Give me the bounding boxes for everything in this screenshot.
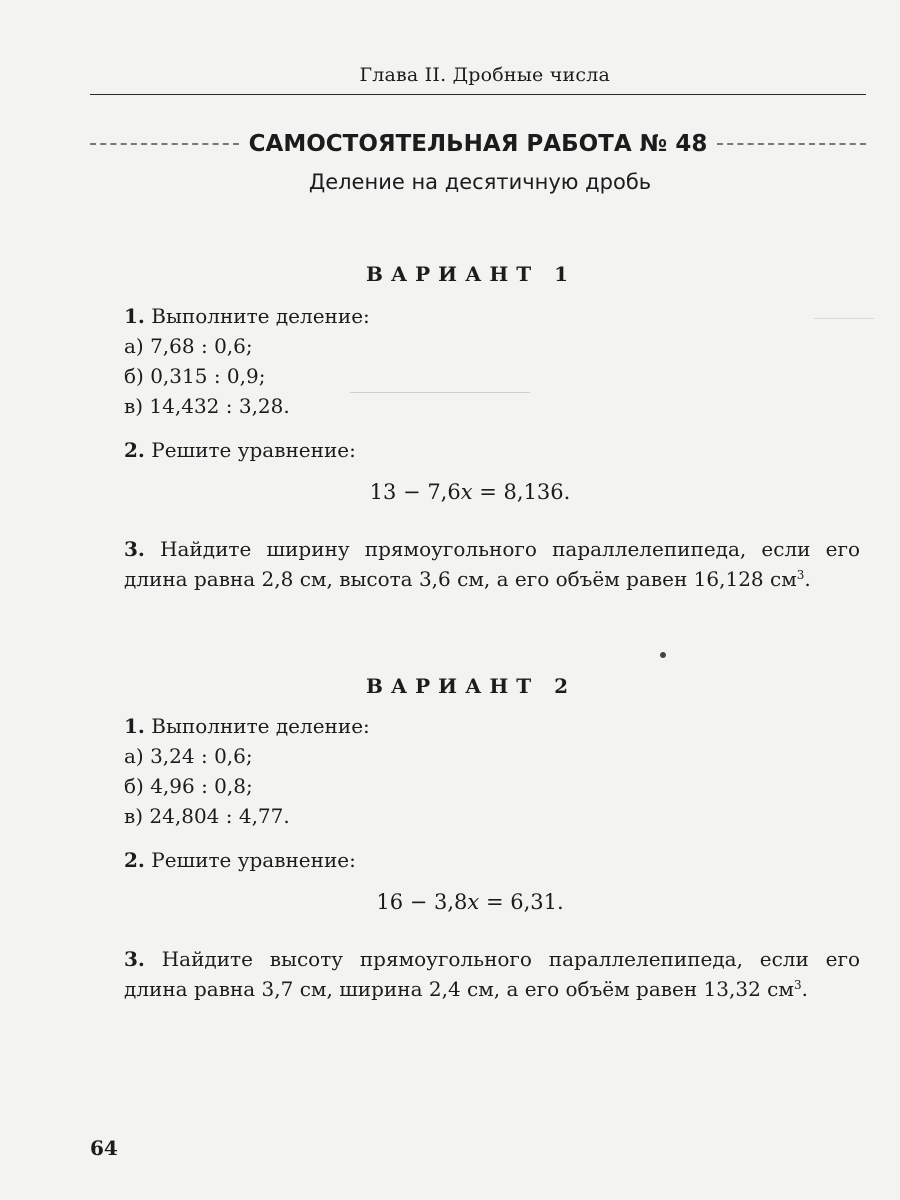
equation-left: 13 − 7,6 [369,480,461,504]
work-subtitle: Деление на десятичную дробь [308,170,652,194]
v2-task2-prompt [124,848,356,872]
task-end: . [804,567,811,591]
title-left-rule [90,143,239,145]
v2-task1-item-c: в) 24,804 : 4,77. [124,804,290,828]
v2-task3 [124,944,860,1004]
v1-equation [0,480,900,504]
chapter-header: Глава II. Дробные числа [359,64,610,86]
v1-task1-item-a: а) 7,68 : 0,6; [124,334,253,358]
work-title: САМОСТОЯТЕЛЬНАЯ РАБОТА № 48 [248,131,708,157]
v1-task1-item-c: в) 14,432 : 3,28. [124,394,290,418]
task-number: 3. [124,537,145,561]
task-end: . [801,977,808,1001]
equation-variable: x [467,890,480,914]
v2-task1-item-b: б) 4,96 : 0,8; [124,774,253,798]
task-number: 1. [124,714,145,738]
v1-task1-prompt [124,304,370,328]
header-divider [90,94,866,95]
equation-left: 16 − 3,8 [376,890,468,914]
v2-equation [0,890,900,914]
task-number: 1. [124,304,145,328]
v1-task1-item-b: б) 0,315 : 0,9; [124,364,266,388]
v1-task2-prompt [124,438,356,462]
title-right-rule [717,143,866,145]
v1-task3 [124,534,860,594]
task-text: Решите уравнение: [151,848,356,872]
task-number: 2. [124,848,145,872]
page-number: 64 [90,1136,118,1160]
task-text: Найдите ширину прямоугольного параллелепипеда, если его длина равна 2,8 см, высота 3,6 см, а его объём равен 16,128 см [124,537,861,591]
task-number: 2. [124,438,145,462]
task-text: Выполните деление: [151,304,370,328]
equation-right: = 6,31. [479,890,564,914]
v2-task1-item-a: а) 3,24 : 0,6; [124,744,253,768]
task-text: Выполните деление: [151,714,370,738]
equation-variable: x [460,480,473,504]
task-text: Решите уравнение: [151,438,356,462]
work-title-row [90,128,866,160]
variant-1-heading: ВАРИАНТ 1 [365,262,577,286]
task-text: Найдите высоту прямоугольного параллелепипеда, если его длина равна 3,7 см, ширина 2,4 см, а его объём равен 13,32 см [124,947,861,1001]
variant-2-heading: ВАРИАНТ 2 [365,674,577,698]
task-number: 3. [124,947,145,971]
equation-right: = 8,136. [472,480,571,504]
superscript: 3 [796,568,805,582]
v2-task1-prompt [124,714,370,738]
superscript: 3 [793,978,802,992]
